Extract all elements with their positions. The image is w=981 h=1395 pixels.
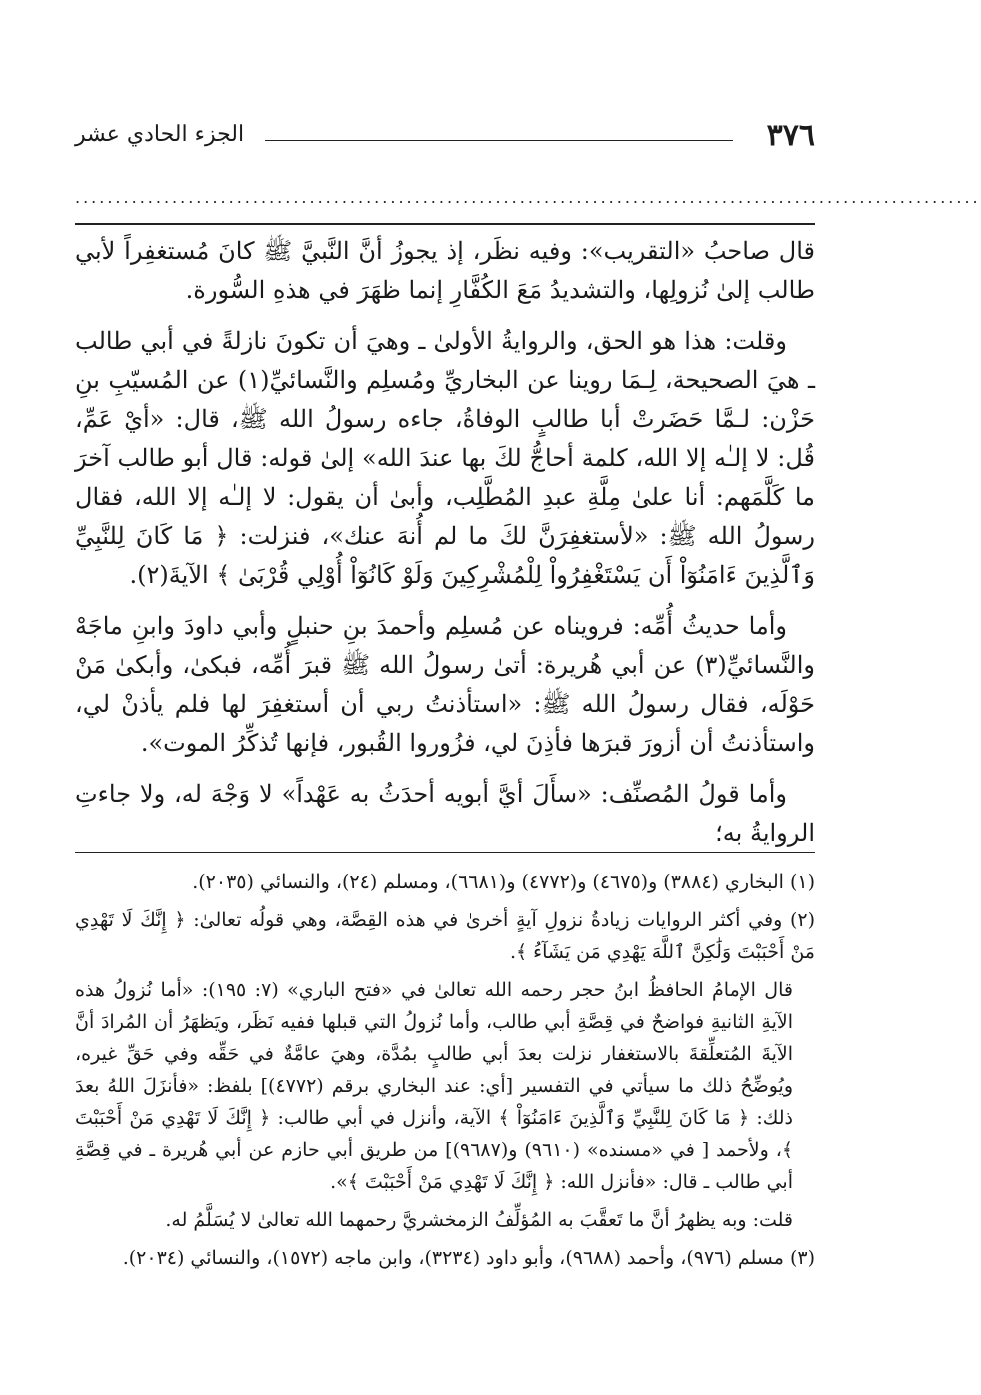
paragraph: وقلت: هذا هو الحق، والروايةُ الأولىٰ ـ وهيَ أن تكونَ نازلةً في أبي طالب ـ هيَ الصحيحة، لِـمَا روينا عن البخاريِّ ومُسلِم والنَّسائيِّ(١) عن المُسيّبِ بنِ حَزْن: لـمَّا حَضَرتْ أبا طالبٍ الوفاةُ، جاءه رسولُ الله ﷺ، قال: «أيْ عَمِّ، قُل: لا إلـٰه إلا الله، كلمة أحاجُّ لكَ بها عندَ الله» إلىٰ قوله: قال أبو طالب آخرَ ما كَلَّمَهم: أنا علىٰ مِلَّةِ عبدِ المُطَّلِب، وأبىٰ أن يقول: لا إلـٰه إلا الله، فقال رسولُ الله ﷺ: «لأستغفِرَنَّ لكَ ما لم أُنهَ عنك»، فنزلت: ﴿ مَا كَانَ لِلنَّبِيِّ وَٱلَّذِينَ ءَامَنُوٓاْ أَن يَسْتَغْفِرُواْ لِلْمُشْرِكِينَ وَلَوْ كَانُوٓاْ أُوْلِي قُرْبَىٰ ﴾ الآيةَ(٢). <box>75 327 815 589</box>
footnote-2-quote: قال الإمامُ الحافظُ ابنُ حجر رحمه الله تعالىٰ في «فتح الباري» (٧: ١٩٥): «أما نُزولُ هذه الآيةِ الثانيةِ فواضحٌ في قِصَّةِ أبي طالب، وأما نُزولُ التي قبلها ففيه نَظَر، ويَظهَرُ أن المُرادَ أنَّ الآيةَ المُتعلِّقةَ بالاستغفار نزلت بعدَ أبي طالبٍ بمُدَّة، وهيَ عامَّةٌ في حَقِّه وفي حَقِّ غيره، ويُوضِّحُ ذلك ما سيأتي في التفسير [أي: عند البخاري برقم (٤٧٧٢)] بلفظ: «فأنزَلَ اللهُ بعدَ ذلك: ﴿ مَا كَانَ لِلنَّبِيِّ وَٱلَّذِينَ ءَامَنُوٓاْ ﴾ الآية، وأنزل في أبي طالب: ﴿ إِنَّكَ لَا تَهْدِي مَنْ أَحْبَبْتَ ﴾، ولأحمد [ في «مسنده» (٩٦١٠) و(٩٦٨٧)] من طريق أبي حازم عن أبي هُريرة ـ في قِصَّةِ أبي طالب ـ قال: «فأنزل الله: ﴿ إِنَّكَ لَا تَهْدِي مَنْ أَحْبَبْتَ ﴾». <box>75 979 794 1193</box>
volume-title: الجزء الحادي عشر <box>75 122 245 147</box>
footnote-2: (٢) وفي أكثر الروايات زيادةُ نزولِ آيةٍ أخرىٰ في هذه القِصَّة، وهي قولُه تعالىٰ: ﴿ إِنَّكَ لَا تَهْدِي مَنْ أَحْبَبْتَ وَلَٰكِنَّ ٱللَّهَ يَهْدِي مَن يَشَآءُ ﴾. <box>75 909 815 963</box>
main-text <box>75 232 815 865</box>
paragraph: وأما قولُ المُصنِّف: «سأَلَ أيَّ أبويه أحدَثُ به عَهْداً» لا وَجْهَ له، ولا جاءتِ الروايةُ به؛ <box>75 780 815 847</box>
footnotes <box>75 866 815 1280</box>
footnote-1: (١) البخاري (٣٨٨٤) و(٤٦٧٥) و(٤٧٧٢) و(٦٦٨١)، ومسلم (٢٤)، والنسائي (٢٠٣٥). <box>192 871 815 893</box>
footnote-rule <box>75 852 815 853</box>
header-rule <box>265 140 733 141</box>
page-header <box>75 118 815 158</box>
footnote-2-remark: قلت: وبه يظهرُ أنَّ ما تَعقَّبَ به المُؤلِّفُ الزمخشريَّ رحمهما الله تعالىٰ لا يُسَلَّمُ له. <box>165 1209 793 1231</box>
footnote-3: (٣) مسلم (٩٧٦)، وأحمد (٩٦٨٨)، وأبو داود (٣٢٣٤)، وابن ماجه (١٥٧٢)، والنسائي (٢٠٣٤). <box>122 1247 815 1269</box>
top-rule <box>75 223 815 225</box>
paragraph: وأما حديثُ أُمِّه: فرويناه عن مُسلِم وأحمدَ بنِ حنبلٍ وأبي داودَ وابنِ ماجَهْ والنَّسائيِّ(٣) عن أبي هُريرة: أتىٰ رسولُ الله ﷺ قبرَ أُمِّه، فبكىٰ، وأبكىٰ مَنْ حَوْلَه، فقال رسولُ الله ﷺ: «استأذنتُ ربي أن أستغفِرَ لها فلم يأذنْ لي، واستأذنتُ أن أزورَ قبرَها فأذِنَ لي، فزُوروا القُبور، فإنها تُذكِّرُ الموت». <box>75 612 815 757</box>
paragraph: قال صاحبُ «التقريب»: وفيه نظَر، إذ يجوزُ أنَّ النَّبيَّ ﷺ كانَ مُستغفِراً لأبي طالب إلىٰ نُزولِها، والتشديدُ مَعَ الكُفَّارِ إنما ظهَرَ في هذهِ السُّورة. <box>75 237 815 304</box>
page-number: ٣٧٦ <box>766 118 815 153</box>
separator-dots: ................................................................................................................ <box>75 188 981 207</box>
